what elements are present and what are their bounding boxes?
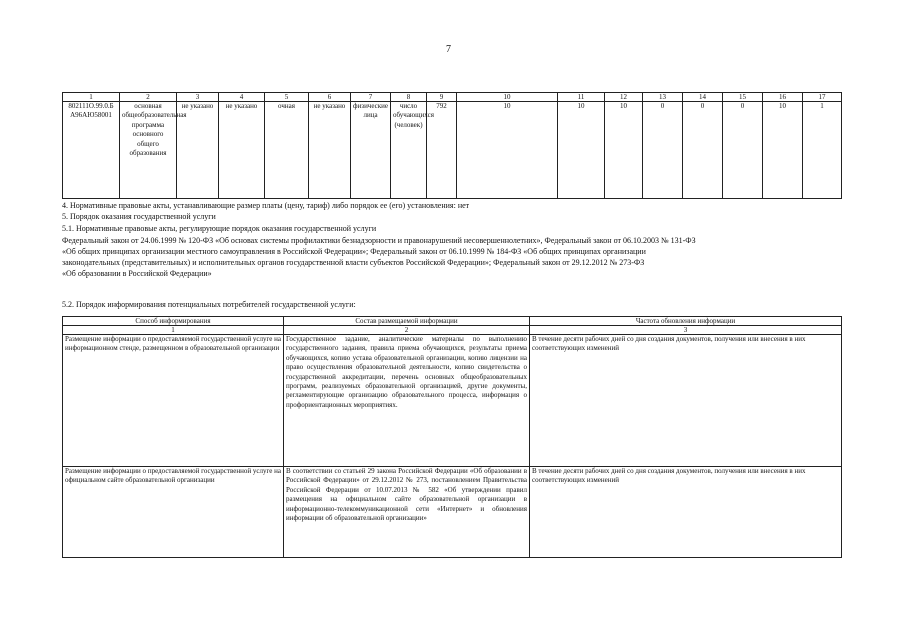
registry-number-cell: 802111О.99.0.Б А96АЮ58001 xyxy=(63,102,120,199)
column-number: 12 xyxy=(605,93,643,102)
table-header-row xyxy=(63,317,842,326)
table-row xyxy=(63,467,842,558)
value-cell: 0 xyxy=(723,102,763,199)
law-line: «Об образовании в Российской Федерации» xyxy=(62,269,212,278)
section-5-heading: 5. Порядок оказания государственной услуги xyxy=(62,212,216,221)
section-5-1-heading: 5.1. Нормативные правовые акты, регулирующие порядок оказания государственной услуги xyxy=(62,224,377,233)
content-cell: Государственное задание, аналитические материалы по выполнению государственного задания, правила приема обучающихся, результаты приема обучающихся, копию устава образовательной организации, копию лицензии на право осуществления образовательной деятельности, копию свидетельства о государственной аккредитации, перечень основных общеобразовательных программ, реализуемых образовательной организацией, другие документы, регламентирующие организацию образовательного процесса, информация о профориентационных мероприятиях. xyxy=(284,335,530,467)
column-number: 1 xyxy=(63,93,120,102)
content-cell: В соответствии со статьей 29 закона Российской Федерации «Об образовании в Российской Федерации» от 29.12.2012 № 273, постановлением Правительства Российской Федерации от 10.07.2013 № 582 «Об утверждении правил размещения на официальном сайте образовательной организации в информационно-телекоммуникационной сети «Интернет» и обновления информации об образовательной организации» xyxy=(284,467,530,558)
form-cell: очная xyxy=(265,102,309,199)
method-cell: Размещение информации о предоставляемой государственной услуге на информационном стенде, размещенном в образовательной организации xyxy=(63,335,284,467)
okei-code-cell: 792 xyxy=(427,102,457,199)
program-cell: основная общеобразовательная программа основного общего образования xyxy=(120,102,177,199)
column-number: 5 xyxy=(265,93,309,102)
frequency-cell: В течение десяти рабочих дней со дня создания документов, получения или внесения в них соответствующих изменений xyxy=(530,335,842,467)
law-line: Федеральный закон от 24.06.1999 № 120-ФЗ «Об основах системы профилактики безнадзорности и правонарушений несовершеннолетних», Федеральный закон от 06.10.2003 № 131-ФЗ xyxy=(62,236,696,245)
column-number: 14 xyxy=(683,93,723,102)
table-cell: не указано xyxy=(177,102,219,199)
column-header: Частота обновления информации xyxy=(530,317,842,326)
page-number: 7 xyxy=(446,44,451,55)
table-number-row xyxy=(63,326,842,335)
consumers-cell: физические лица xyxy=(351,102,391,199)
value-cell: 10 xyxy=(605,102,643,199)
value-cell: 1 xyxy=(803,102,842,199)
column-number: 16 xyxy=(763,93,803,102)
indicators-table xyxy=(62,92,842,199)
column-number: 7 xyxy=(351,93,391,102)
column-header: Состав размещаемой информации xyxy=(284,317,530,326)
value-cell: 0 xyxy=(683,102,723,199)
column-number: 3 xyxy=(177,93,219,102)
column-number: 17 xyxy=(803,93,842,102)
column-number: 9 xyxy=(427,93,457,102)
column-number: 10 xyxy=(457,93,558,102)
column-number: 2 xyxy=(120,93,177,102)
informing-table xyxy=(62,316,842,558)
value-cell: 10 xyxy=(558,102,605,199)
table-cell: не указано xyxy=(219,102,265,199)
column-number: 3 xyxy=(530,326,842,335)
column-number: 4 xyxy=(219,93,265,102)
method-cell: Размещение информации о предоставляемой государственной услуге на официальном сайте образовательной организации xyxy=(63,467,284,558)
law-line: «Об общих принципах организации местного самоуправления в Российской Федерации»; Федеральный закон от 06.10.1999 № 184-ФЗ «Об общих принципах организации xyxy=(62,247,646,256)
column-number: 11 xyxy=(558,93,605,102)
column-number: 13 xyxy=(643,93,683,102)
indicator-cell: число обучающихся (человек) xyxy=(391,102,427,199)
column-number: 2 xyxy=(284,326,530,335)
column-number: 15 xyxy=(723,93,763,102)
value-cell: 10 xyxy=(763,102,803,199)
table-header-row xyxy=(63,93,842,102)
frequency-cell: В течение десяти рабочих дней со дня создания документов, получения или внесения в них соответствующих изменений xyxy=(530,467,842,558)
section-5-2-heading: 5.2. Порядок информирования потенциальных потребителей государственной услуги: xyxy=(62,300,356,309)
law-line: законодательных (представительных) и исполнительных органов государственной власти субъектов Российской Федерации»; Федеральный закон от 29.12.2012 № 273-ФЗ xyxy=(62,258,645,267)
table-cell: не указано xyxy=(309,102,351,199)
table-row xyxy=(63,335,842,467)
table-row xyxy=(63,102,842,199)
column-number: 1 xyxy=(63,326,284,335)
column-number: 6 xyxy=(309,93,351,102)
value-cell: 0 xyxy=(643,102,683,199)
column-header: Способ информирования xyxy=(63,317,284,326)
value-cell: 10 xyxy=(457,102,558,199)
column-number: 8 xyxy=(391,93,427,102)
section-4-text: 4. Нормативные правовые акты, устанавливающие размер платы (цену, тариф) либо порядок ее (его) установления: нет xyxy=(62,201,470,210)
